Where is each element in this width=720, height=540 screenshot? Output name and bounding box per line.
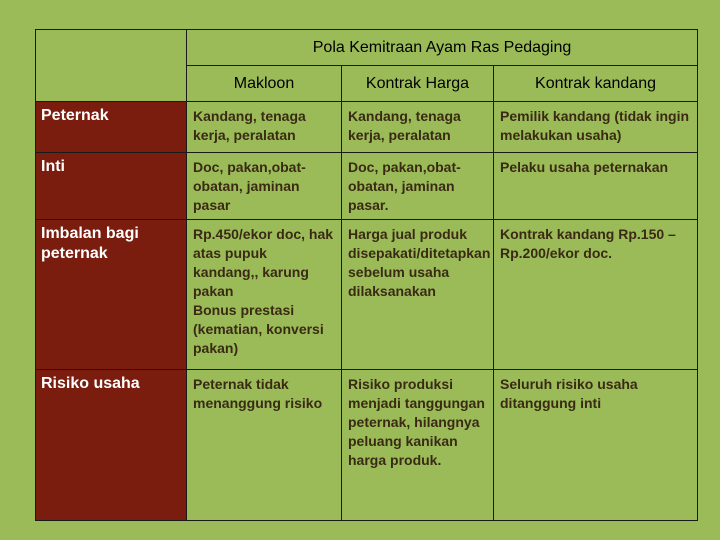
table-cell [494,153,698,220]
cell-text: Bonus prestasi (kematian, konversi pakan) [193,302,324,356]
column-header-kontrak-harga: Kontrak Harga [342,66,494,102]
table-cell [342,220,494,370]
table-cell [187,102,342,153]
group-title-cell: Pola Kemitraan Ayam Ras Pedaging [187,30,698,66]
row-label-inti: Inti [36,153,187,220]
table-cell [494,220,698,370]
cell-text: Kandang, tenaga kerja, peralatan [193,108,306,143]
table-cell [187,220,342,370]
cell-text: Doc, pakan,obat-obatan, jaminan pasar. [348,159,461,213]
row-label-risiko: Risiko usaha [36,370,187,521]
table-cell [342,370,494,521]
table-row [36,220,698,370]
cell-text: Seluruh risiko usaha ditanggung inti [500,376,638,411]
table-cell [494,102,698,153]
cell-text: Pemilik kandang (tidak ingin melakukan usaha) [500,108,690,143]
header-row-group [36,30,698,66]
table-cell [187,153,342,220]
cell-text: Kontrak kandang Rp.150 – Rp.200/ekor doc. [500,226,676,261]
cell-text: Risiko produksi menjadi tanggungan peternak, hilangnya peluang kanikan harga produk. [348,376,485,468]
table-row [36,370,698,521]
table-cell [494,370,698,521]
table-row [36,102,698,153]
column-header-makloon: Makloon [187,66,342,102]
table-cell [342,102,494,153]
row-label-peternak: Peternak [36,102,187,153]
table-cell [342,153,494,220]
cell-text: Harga jual produk disepakati/ditetapkan sebelum usaha dilaksanakan [348,226,491,299]
table-row [36,153,698,220]
cell-text: Kandang, tenaga kerja, peralatan [348,108,461,143]
table-cell [187,370,342,521]
cell-text: Peternak tidak menanggung risiko [193,376,323,411]
row-label-imbalan: Imbalan bagi peternak [36,220,187,370]
cell-text: Rp.450/ekor doc, hak atas pupuk kandang,, karung pakan [193,226,334,299]
empty-corner-cell [36,30,187,102]
column-header-kontrak-kandang: Kontrak kandang [494,66,698,102]
cell-text: Pelaku usaha peternakan [500,159,669,175]
cell-text: Doc, pakan,obat-obatan, jaminan pasar [193,159,306,213]
partnership-table [35,29,698,521]
